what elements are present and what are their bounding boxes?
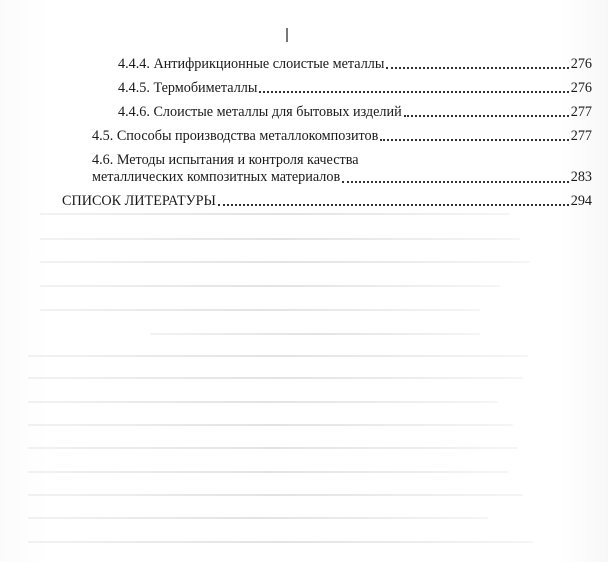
- dot-leader: [259, 91, 568, 93]
- dot-leader: [218, 204, 569, 206]
- toc-entry-4-6[interactable]: [92, 152, 592, 186]
- toc-entry-page: 283: [570, 169, 592, 185]
- toc-entry-4-4-6[interactable]: [118, 104, 592, 120]
- toc-entry-title: 4.4.5. Термобиметаллы: [118, 80, 258, 96]
- toc-entry-title-line1: 4.6. Методы испытания и контроля качества: [92, 152, 359, 168]
- dot-leader: [380, 139, 568, 141]
- toc-entry-4-4-5[interactable]: [118, 80, 592, 96]
- toc-entry-title: СПИСОК ЛИТЕРАТУРЫ: [62, 193, 216, 209]
- toc-entry-title: 4.4.6. Слоистые металлы для бытовых изделий: [118, 104, 402, 120]
- toc-entry-page: 276: [570, 56, 592, 72]
- toc-entry-page: 277: [570, 104, 592, 120]
- toc-entry-title: 4.4.4. Антифрикционные слоистые металлы: [118, 56, 385, 72]
- toc-entry-page: 277: [570, 128, 592, 144]
- page-edge-mark: [286, 28, 288, 42]
- toc-entry-4-4-4[interactable]: [118, 56, 592, 72]
- dot-leader: [386, 67, 568, 69]
- toc-entry-page: 294: [570, 193, 592, 209]
- dot-leader: [342, 181, 569, 183]
- toc-entry-title-line2: металлических композитных материалов: [92, 169, 341, 185]
- show-through-texture: [40, 205, 600, 555]
- toc-entry-4-5[interactable]: [92, 128, 592, 144]
- toc-entry-page: 276: [570, 80, 592, 96]
- dot-leader: [404, 115, 569, 117]
- toc-entry-title: 4.5. Способы производства металлокомпозитов: [92, 128, 379, 144]
- toc-entry-references[interactable]: [62, 193, 592, 209]
